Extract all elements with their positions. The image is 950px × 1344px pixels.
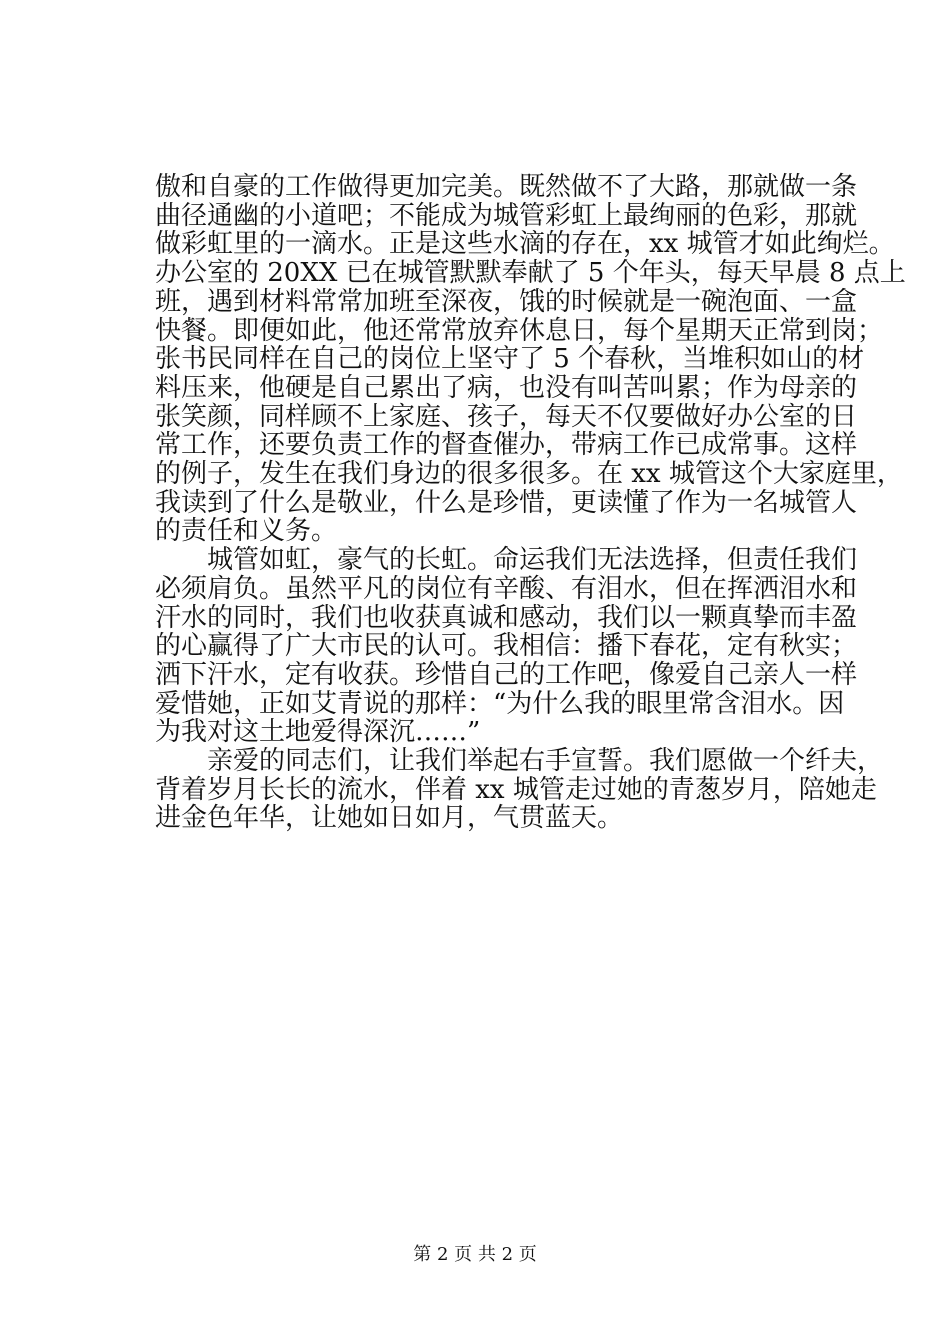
text-line: 张书民同样在自己的岗位上坚守了 5 个春秋，当堆积如山的材 <box>155 344 865 375</box>
text-line: 城管如虹，豪气的长虹。命运我们无法选择，但责任我们 <box>155 545 858 576</box>
page-number-label: 第 2 页 共 2 页 <box>413 1244 537 1265</box>
text-line: 爱惜她，正如艾青说的那样：“为什么我的眼里常含泪水。因 <box>155 688 845 719</box>
text-line: 快餐。即便如此，他还常常放弃休息日，每个星期天正常到岗； <box>155 315 884 346</box>
text-line: 洒下汗水，定有收获。珍惜自己的工作吧，像爱自己亲人一样 <box>155 659 858 690</box>
document-body <box>155 172 906 834</box>
text-line: 办公室的 20XX 已在城管默默奉献了 5 个年头，每天早晨 8 点上 <box>155 258 906 289</box>
text-line: 的责任和义务。 <box>155 516 338 547</box>
text-line: 的心赢得了广大市民的认可。我相信：播下春花，定有秋实； <box>155 631 858 662</box>
paragraph <box>155 746 884 834</box>
text-line: 做彩虹里的一滴水。正是这些水滴的存在，xx 城管才如此绚烂。 <box>155 229 895 260</box>
text-line: 傲和自豪的工作做得更加完美。既然做不了大路，那就做一条 <box>155 172 858 202</box>
page-footer <box>0 1244 950 1266</box>
text-line: 背着岁月长长的流水，伴着 xx 城管走过她的青葱岁月，陪她走 <box>155 774 877 805</box>
paragraph <box>155 172 906 547</box>
text-line: 汗水的同时，我们也收获真诚和感动，我们以一颗真挚而丰盈 <box>155 602 858 633</box>
text-line: 张笑颜，同样顾不上家庭、孩子，每天不仅要做好办公室的日 <box>155 401 858 432</box>
text-line: 亲爱的同志们，让我们举起右手宣誓。我们愿做一个纤夫， <box>155 746 884 777</box>
text-line: 常工作，还要负责工作的督查催办，带病工作已成常事。这样 <box>155 430 858 461</box>
text-line: 曲径通幽的小道吧；不能成为城管彩虹上最绚丽的色彩，那就 <box>155 200 858 231</box>
text-line: 为我对这土地爱得深沉……” <box>155 717 481 748</box>
paragraph <box>155 545 858 748</box>
text-line: 的例子，发生在我们身边的很多很多。在 xx 城管这个大家庭里， <box>155 459 903 490</box>
text-line: 我读到了什么是敬业，什么是珍惜，更读懂了作为一名城管人 <box>155 487 858 518</box>
text-line: 必须肩负。虽然平凡的岗位有辛酸、有泪水，但在挥洒泪水和 <box>155 573 858 604</box>
text-line: 班，遇到材料常常加班至深夜，饿的时候就是一碗泡面、一盒 <box>155 286 858 317</box>
text-line: 进金色年华，让她如日如月，气贯蓝天。 <box>155 803 624 834</box>
text-line: 料压来，他硬是自己累出了病，也没有叫苦叫累；作为母亲的 <box>155 372 858 403</box>
